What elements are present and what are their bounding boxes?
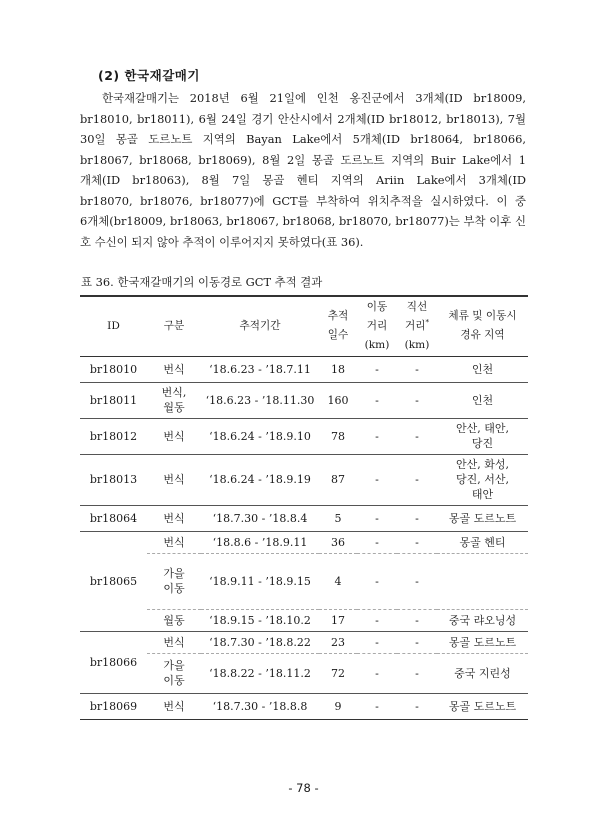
cell-category: 번식 [163,473,185,486]
cell-distance: - [375,613,379,627]
cell-category: 번식 [163,362,185,376]
cell-straight: - [415,362,419,376]
table-row [80,505,528,531]
cell-period: ‘18.9.15 - ’18.10.2 [209,613,311,627]
cell-category: 번식 [163,429,185,443]
paragraph-line: 호 수신이 되지 않아 추적이 이루어지지 못하였다(표 36). [80,234,364,249]
paragraph-line: 개체(ID br18063), 8월 7일 몽골 헨티 지역의 Ariin Lake에서 3개체(ID [80,173,526,187]
cell-period: ‘18.7.30 - ’18.8.4 [212,511,308,525]
cell-id: br18065 [89,574,138,588]
cell-distance: - [375,666,379,680]
header-days: 추적 일수 [327,310,349,342]
cell-area: 인천 [471,362,494,376]
cell-id: br18012 [89,429,138,443]
header-distance: 이동 거리 (km) [364,300,390,351]
cell-area: 몽골 도르노트 [448,511,517,525]
cell-period: ‘18.7.30 - ’18.8.8 [212,699,308,713]
cell-distance: - [375,535,379,549]
cell-category: 번식 [163,635,185,649]
cell-straight: - [415,429,419,443]
paragraph-line: br18010, br18011), 6월 24일 경기 안산시에서 2개체(ID br18012, br18013), 7월 [80,111,526,126]
cell-distance: - [375,429,379,443]
cell-distance: - [375,393,379,407]
cell-category: 번식 [163,535,185,549]
cell-period: ‘18.9.11 - ’18.9.15 [209,574,311,588]
cell-category: 월동 [163,613,185,627]
cell-period: ‘18.6.24 - ’18.9.10 [209,429,311,443]
table-row [80,382,528,418]
cell-days: 87 [331,473,345,486]
table-row [80,418,528,454]
paragraph-line: 한국재갈매기는 2018년 6월 21일에 인천 옹진군에서 3개체(ID br18009, [102,91,526,105]
cell-distance: - [375,362,379,376]
cell-id: br18064 [89,511,138,525]
cell-period: ‘18.6.23 - ’18.11.30 [205,393,315,407]
cell-period: ‘18.8.22 - ’18.11.2 [209,666,311,680]
cell-straight: - [415,393,419,407]
cell-days: 4 [334,574,342,588]
cell-days: 17 [331,613,345,627]
header-straight-distance: 직선 거리* (km) [404,300,430,351]
cell-id: br18011 [89,393,138,407]
cell-distance: - [375,574,379,588]
paragraph-line: 6개체(br18009, br18063, br18067, br18068, br18070, br18077)는 부착 이후 신 [80,214,526,228]
cell-straight: - [415,511,419,525]
table-row [80,609,528,631]
cell-id: br18010 [89,362,138,376]
cell-area: 몽골 도르노트 [448,699,517,713]
table-row [80,356,528,382]
gct-tracking-table [80,295,528,720]
cell-days: 23 [331,635,345,649]
cell-straight: - [415,473,419,486]
cell-area: 몽골 헨티 [459,535,506,549]
table-caption: 표 36. 한국재갈매기의 이동경로 GCT 추적 결과 [81,275,323,289]
cell-period: ‘18.7.30 - ’18.8.22 [209,635,311,649]
table-row [80,631,528,653]
cell-category: 가을 이동 [163,567,185,595]
header-id: ID [107,319,120,332]
cell-id: br18013 [89,473,138,486]
table-header-row [80,296,528,356]
cell-area: 안산, 태안, 당진 [456,422,509,450]
cell-category: 번식 [163,511,185,525]
paragraph-line: br18070, br18076, br18077)에 GCT를 부착하여 위치추적을 실시하였다. 이 중 [80,193,526,208]
cell-straight: - [415,613,419,627]
header-period: 추적기간 [239,319,281,332]
cell-distance: - [375,473,379,486]
page-number: - 78 - [288,781,319,795]
cell-days: 36 [331,535,345,549]
table-row [80,653,528,693]
cell-straight: - [415,699,419,713]
cell-area: 안산, 화성, 당진, 서산, 태안 [456,458,509,501]
cell-period: ‘18.8.6 - ’18.9.11 [212,535,308,549]
cell-category: 가을 이동 [163,659,185,687]
cell-id: br18069 [89,699,138,713]
cell-id: br18066 [89,655,138,669]
section-heading: (2) 한국재갈매기 [98,68,200,83]
cell-days: 18 [331,362,345,376]
cell-area: 몽골 도르노트 [448,635,517,649]
cell-days: 9 [334,699,342,713]
cell-days: 160 [327,393,349,407]
cell-area: 중국 랴오닝성 [448,613,517,627]
cell-area: 인천 [471,393,494,407]
cell-distance: - [375,635,379,649]
paragraph-line: 30일 몽골 도르노트 지역의 Bayan Lake에서 5개체(ID br18064, br18066, [80,132,526,146]
cell-days: 78 [331,429,345,443]
cell-days: 72 [331,666,345,680]
cell-distance: - [375,511,379,525]
table-row [80,531,528,553]
table-row [80,693,528,719]
body-paragraph [80,88,526,252]
cell-period: ‘18.6.24 - ’18.9.19 [209,473,311,486]
cell-straight: - [415,574,419,588]
cell-period: ‘18.6.23 - ’18.7.11 [209,362,311,376]
cell-days: 5 [334,511,342,525]
header-category: 구분 [163,319,185,332]
paragraph-line: br18067, br18068, br18069), 8월 2일 몽골 도르노트 지역의 Buir Lake에서 1 [80,152,526,167]
header-area: 체류 및 이동시 경유 지역 [448,310,517,342]
cell-distance: - [375,699,379,713]
cell-straight: - [415,635,419,649]
cell-straight: - [415,666,419,680]
cell-category: 번식 [163,699,185,713]
table-row [80,553,528,609]
table-row [80,454,528,505]
cell-area [437,553,528,609]
cell-area: 중국 지린성 [454,666,511,680]
cell-straight: - [415,535,419,549]
cell-category: 번식, 월동 [161,386,187,414]
